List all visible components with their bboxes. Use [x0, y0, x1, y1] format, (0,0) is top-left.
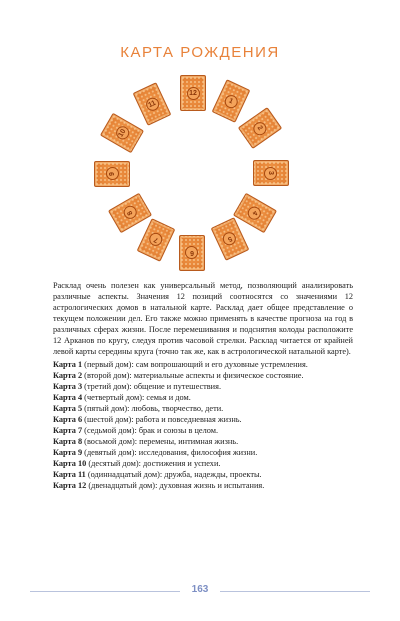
list-item	[53, 359, 353, 370]
list-item	[53, 425, 353, 436]
tarot-card	[133, 82, 172, 126]
footer-divider	[30, 591, 180, 592]
card-meaning: (восьмой дом): перемены, интимная жизнь.	[82, 437, 239, 446]
card-number: 10	[113, 124, 131, 142]
list-item	[53, 381, 353, 392]
tarot-card	[212, 79, 251, 123]
card-number: 12	[187, 87, 200, 100]
tarot-card	[233, 193, 277, 234]
list-item	[53, 392, 353, 403]
card-number: 3	[265, 167, 278, 180]
card-label: Карта 7	[53, 426, 83, 435]
card-meaning: (седьмой дом): брак и союзы в целом.	[82, 426, 219, 435]
tarot-card	[137, 218, 176, 262]
list-item	[53, 436, 353, 447]
card-number: 7	[147, 231, 164, 248]
card-label: Карта 5	[53, 404, 83, 413]
tarot-card	[179, 235, 205, 271]
intro-paragraph: Расклад очень полезен как универсальный метод, позволяющий анализировать различные аспекты. Значения 12 позиций соотносятся со значениями 12 астрологических домов в натальной карте. Расклад дает общее представление о текущем положении дел. Его также можно применять в качестве прогноза на год в различных сферах жизни. После перемешивания и подснятия колоды расположите 12 Арканов по кругу, следуя против часовой стрелки. Расклад читается от крайней левой карты середины круга (точно так же, как в астрологической натальной карте).	[53, 281, 353, 356]
tarot-card	[211, 217, 250, 261]
card-label: Карта 10	[53, 459, 87, 468]
card-number: 2	[251, 119, 269, 137]
list-item	[53, 403, 353, 414]
card-label: Карта 6	[53, 415, 83, 424]
card-number: 8	[121, 204, 139, 222]
card-number: 11	[143, 95, 160, 112]
card-meaning: (одиннадцатый дом): дружба, надежды, проекты.	[85, 470, 262, 479]
tarot-card	[94, 161, 130, 187]
tarot-card	[238, 107, 282, 149]
card-meaning: (пятый дом): любовь, творчество, дети.	[82, 404, 224, 413]
card-label: Карта 3	[53, 382, 83, 391]
card-number: 9	[106, 168, 119, 181]
card-meaning: (третий дом): общение и путешествия.	[82, 382, 222, 391]
birth-chart-spread	[0, 0, 400, 290]
list-item	[53, 447, 353, 458]
card-number: 4	[246, 204, 264, 222]
page-number: 163	[191, 584, 209, 595]
card-meaning: (второй дом): материальные аспекты и физическое состояние.	[82, 371, 304, 380]
card-label: Карта 4	[53, 393, 83, 402]
footer-divider	[220, 591, 370, 592]
card-label: Карта 2	[53, 371, 83, 380]
tarot-card	[108, 193, 152, 234]
tarot-card	[180, 75, 206, 111]
card-label: Карта 12	[53, 481, 87, 490]
card-meaning: (четвертый дом): семья и дом.	[82, 393, 191, 402]
list-item	[53, 480, 353, 491]
card-meaning: (двенадцатый дом): духовная жизнь и испытания.	[86, 481, 265, 490]
tarot-card	[100, 113, 144, 154]
card-meanings-list	[53, 359, 353, 491]
card-number: 5	[221, 230, 238, 247]
card-number: 1	[222, 92, 239, 109]
card-meaning: (шестой дом): работа и повседневная жизнь.	[82, 415, 242, 424]
list-item	[53, 414, 353, 425]
card-label: Карта 9	[53, 448, 83, 457]
card-meaning: (первый дом): сам вопрошающий и его духовные устремления.	[82, 360, 308, 369]
card-meaning: (десятый дом): достижения и успехи.	[86, 459, 221, 468]
list-item	[53, 370, 353, 381]
card-number: 6	[186, 247, 199, 260]
page-title: КАРТА РОЖДЕНИЯ	[120, 44, 280, 61]
card-label: Карта 11	[53, 470, 86, 479]
card-label: Карта 8	[53, 437, 83, 446]
tarot-card	[253, 160, 289, 186]
card-meaning: (девятый дом): исследования, философия жизни.	[82, 448, 258, 457]
list-item	[53, 458, 353, 469]
list-item	[53, 469, 353, 480]
card-label: Карта 1	[53, 360, 83, 369]
body-text	[53, 280, 353, 491]
